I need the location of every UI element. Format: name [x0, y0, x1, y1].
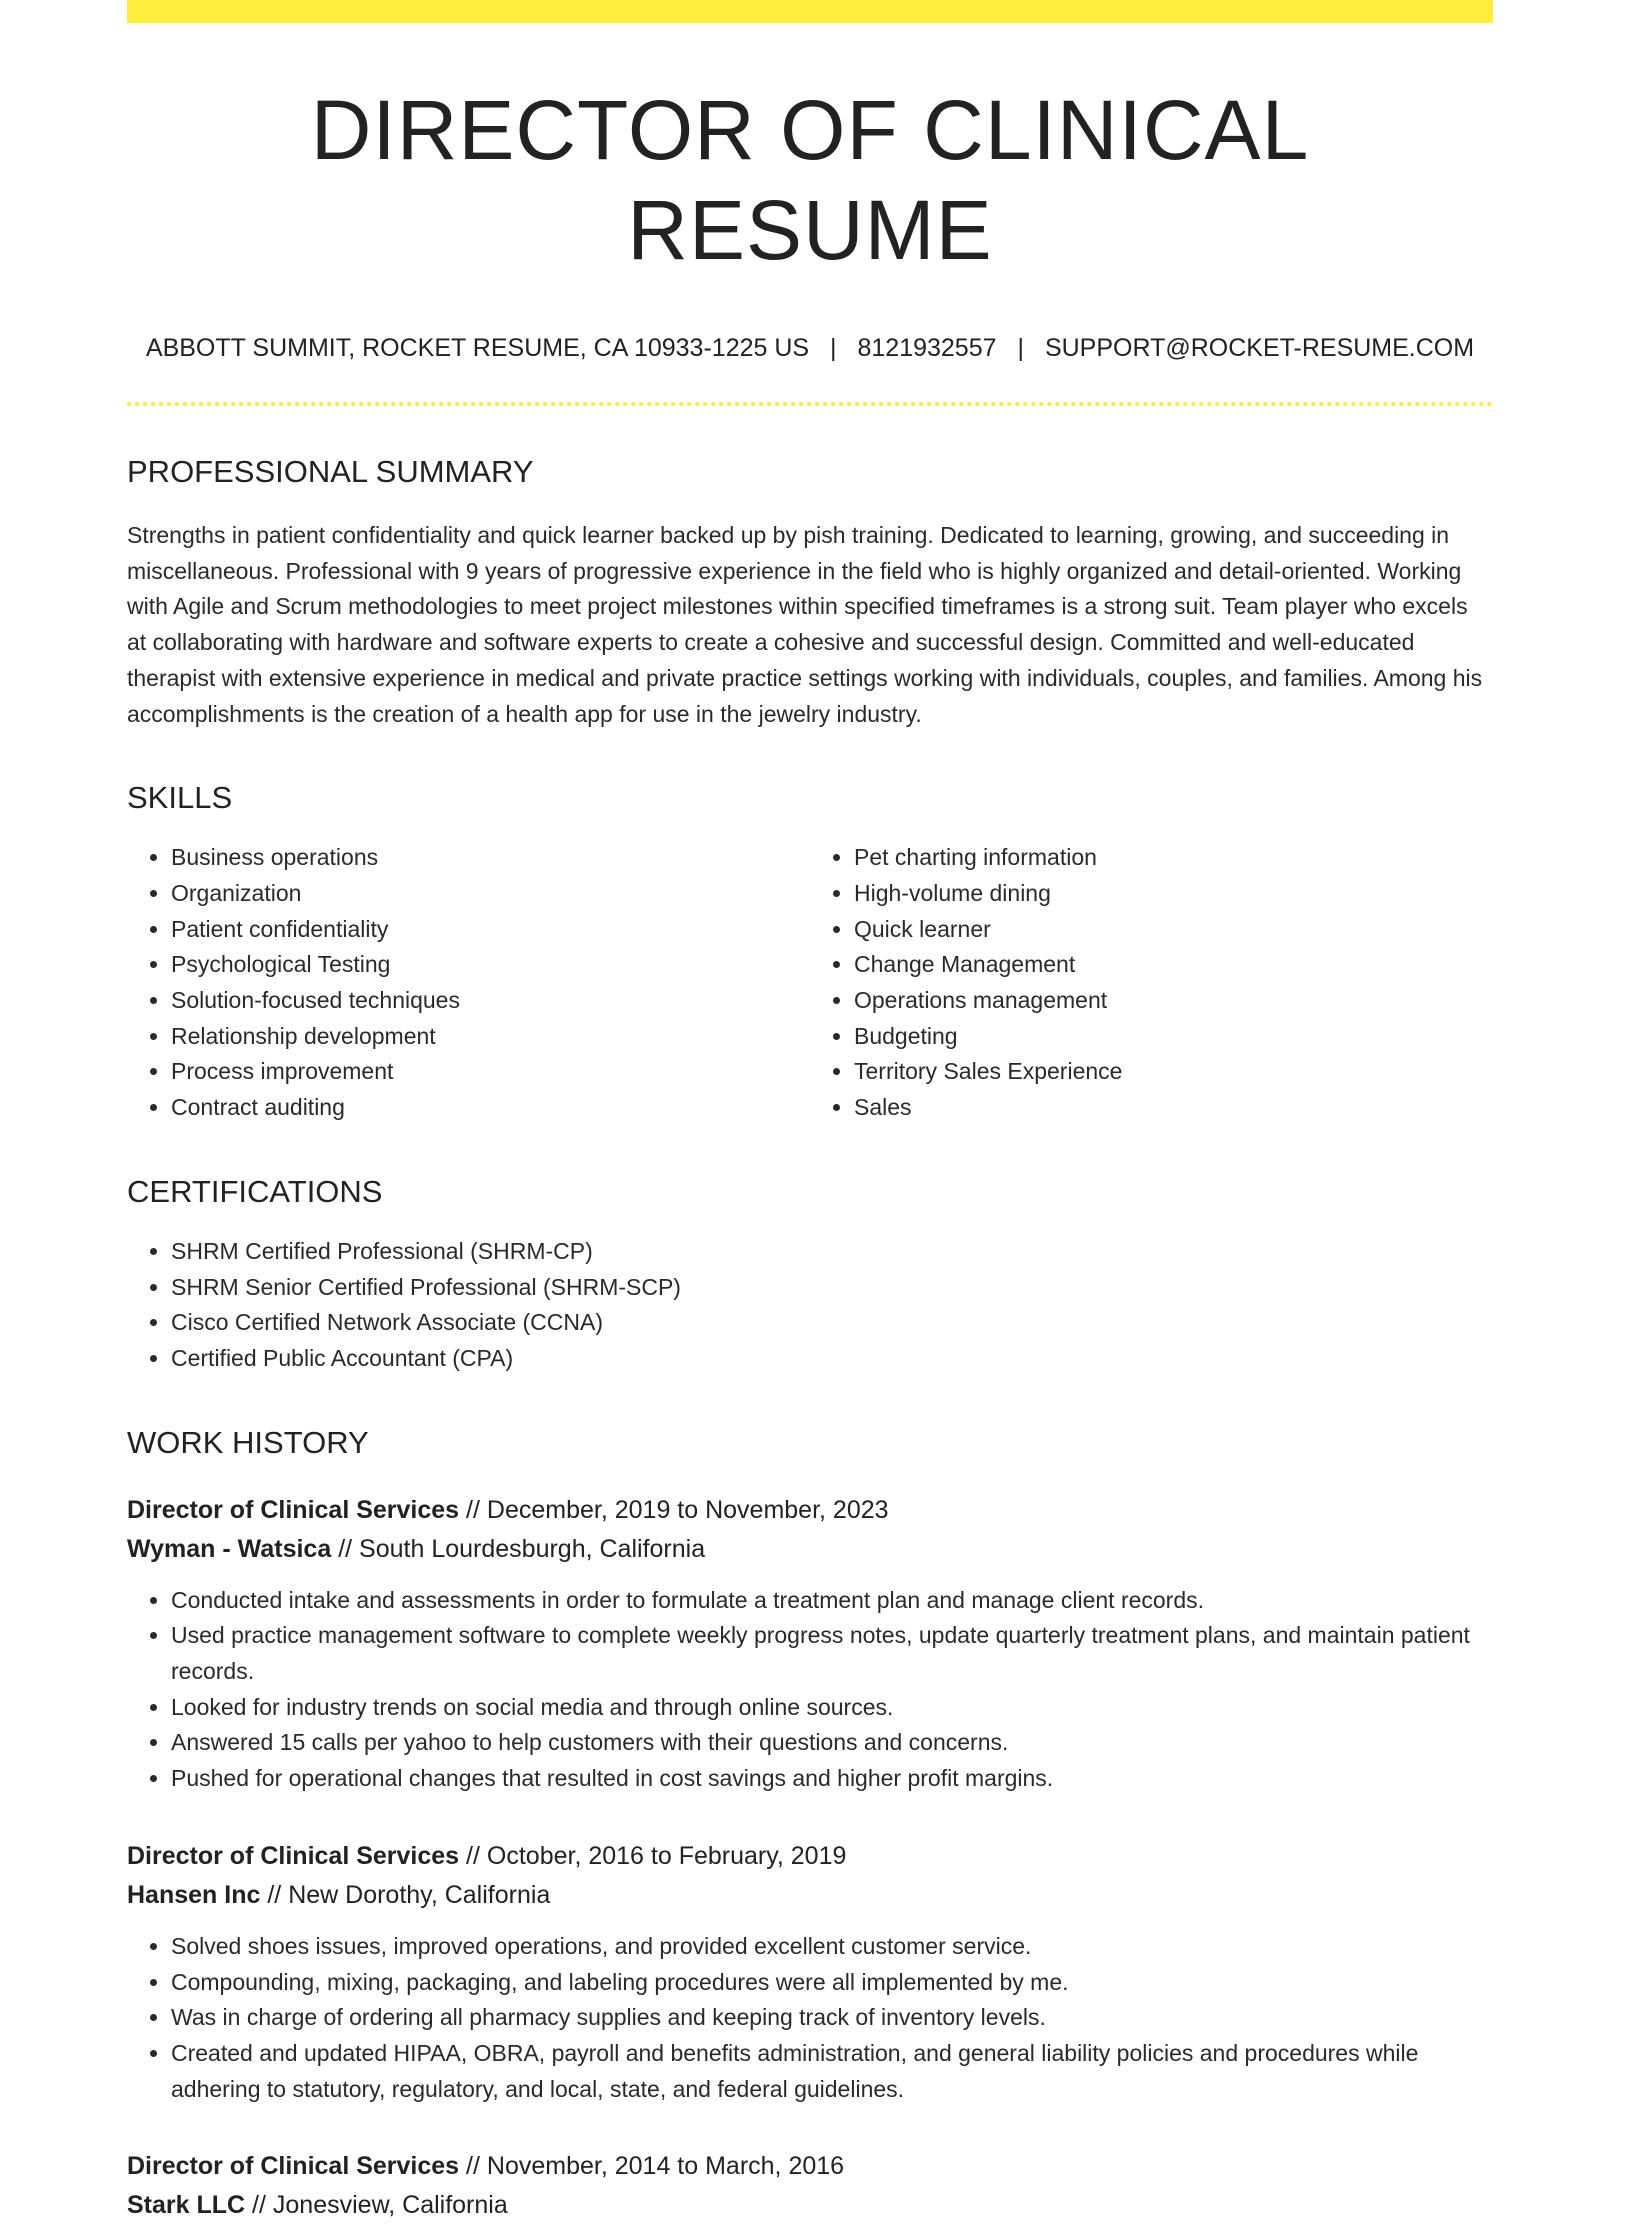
job-dates: December, 2019 to November, 2023	[486, 1495, 889, 1524]
job-company-line	[127, 2186, 1493, 2225]
job-separator: //	[338, 1534, 353, 1563]
list-item: • Quick learner	[854, 912, 1493, 948]
certifications-heading: CERTIFICATIONS	[127, 1173, 383, 1209]
job-separator: //	[252, 2191, 266, 2220]
job-entry	[127, 2147, 1493, 2225]
job-duty: • Created and updated HIPAA, OBRA, payroll and benefits administration, and general liability policies and procedures while adhering to statutory, regulatory, and local, state, and federal guidelines.	[171, 2036, 1493, 2107]
job-entry	[127, 1491, 1493, 1797]
list-item: • Cisco Certified Network Associate (CCNA)	[171, 1305, 1493, 1341]
contact-separator: |	[1017, 334, 1024, 362]
job-title-line	[127, 2147, 1493, 2186]
job-duty: • Answered 15 calls per yahoo to help customers with their questions and concerns.	[171, 1725, 1493, 1761]
job-separator: //	[466, 1841, 480, 1870]
job-title: Director of Clinical Services	[127, 1841, 460, 1870]
job-separator: //	[466, 1495, 480, 1524]
job-duty: • Solved shoes issues, improved operations, and provided excellent customer service.	[171, 1929, 1493, 1965]
list-item: • Change Management	[854, 947, 1493, 983]
job-location: Jonesview, California	[272, 2191, 508, 2220]
list-item: • High-volume dining	[854, 876, 1493, 912]
certifications-block	[127, 1234, 1493, 1377]
list-item: • Patient confidentiality	[171, 912, 810, 948]
job-title-line	[127, 1837, 1493, 1876]
job-company-line	[127, 1530, 1493, 1569]
list-item: • Operations management	[854, 983, 1493, 1019]
list-item: • Solution-focused techniques	[171, 983, 810, 1019]
job-entry	[127, 1837, 1493, 2108]
list-item: • Psychological Testing	[171, 947, 810, 983]
job-duty: • Conducted intake and assessments in order to formulate a treatment plan and manage client records.	[171, 1583, 1493, 1619]
summary-text: Strengths in patient confidentiality and quick learner backed up by pish training. Dedicated to learning, growing, and succeeding in miscellaneous. Professional with 9 years of progressive experience in the field who is highly organized and detail-oriented. Working with Agile and Scrum methodologies to meet project milestones within specified timeframes is a strong suit. Team player who excels at collaborating with hardware and software experts to create a cohesive and successful design. Committed and well-educated therapist with extensive experience in medical and private practice settings working with individuals, couples, and families. Among his accomplishments is the creation of a health app for use in the jewelry industry.	[127, 522, 1483, 727]
list-item: • Relationship development	[171, 1019, 810, 1055]
list-item: • Pet charting information	[854, 840, 1493, 876]
job-company: Stark LLC	[127, 2191, 246, 2220]
contact-email: SUPPORT@ROCKET-RESUME.COM	[1044, 334, 1475, 362]
job-company: Wyman - Watsica	[127, 1534, 332, 1563]
summary-heading: PROFESSIONAL SUMMARY	[127, 454, 534, 489]
job-duty: • Was in charge of ordering all pharmacy supplies and keeping track of inventory levels.	[171, 2000, 1493, 2036]
list-item: • Territory Sales Experience	[854, 1054, 1493, 1090]
list-item: • Sales	[854, 1090, 1493, 1126]
list-item: • Budgeting	[854, 1019, 1493, 1055]
job-company: Hansen Inc	[127, 1880, 261, 1909]
job-duty: • Pushed for operational changes that resulted in cost savings and higher profit margins.	[171, 1761, 1493, 1797]
resume-title: DIRECTOR OF CLINICAL RESUME	[310, 83, 1310, 277]
job-duty: • Looked for industry trends on social media and through online sources.	[171, 1690, 1493, 1726]
work-history-list	[127, 1491, 1493, 2225]
job-duty: • Compounding, mixing, packaging, and labeling procedures were all implemented by me.	[171, 1965, 1493, 2001]
list-item: • Organization	[171, 876, 810, 912]
contact-phone: 8121932557	[857, 334, 997, 362]
contact-address: ABBOTT SUMMIT, ROCKET RESUME, CA 10933-1225 US	[145, 334, 810, 362]
skills-list-left	[127, 840, 810, 1126]
job-location: South Lourdesburgh, California	[359, 1534, 706, 1563]
job-dates: October, 2016 to February, 2019	[486, 1841, 847, 1870]
list-item: • Business operations	[171, 840, 810, 876]
job-company-line	[127, 1876, 1493, 1915]
job-separator: //	[466, 2152, 480, 2181]
skills-heading: SKILLS	[127, 780, 233, 816]
contact-separator: |	[830, 334, 837, 362]
job-duty: • Used practice management software to complete weekly progress notes, update quarterly treatment plans, and maintain patient records.	[171, 1618, 1493, 1689]
job-title-line	[127, 1491, 1493, 1530]
list-item: • SHRM Certified Professional (SHRM-CP)	[171, 1234, 1493, 1270]
list-item: • Certified Public Accountant (CPA)	[171, 1341, 1493, 1377]
job-dates: November, 2014 to March, 2016	[486, 2152, 845, 2181]
list-item: • Process improvement	[171, 1054, 810, 1090]
job-title: Director of Clinical Services	[127, 2152, 460, 2181]
skills-list-right	[810, 840, 1493, 1126]
list-item: • Contract auditing	[171, 1090, 810, 1126]
work-history-heading: WORK HISTORY	[127, 1424, 369, 1460]
list-item: • SHRM Senior Certified Professional (SHRM-SCP)	[171, 1270, 1493, 1306]
contact-line	[127, 332, 1493, 364]
certifications-list	[127, 1234, 1493, 1377]
header-divider	[127, 402, 1493, 406]
job-duties-list	[127, 1583, 1493, 1797]
resume-content	[127, 0, 1493, 2225]
skills-columns	[127, 840, 1493, 1126]
job-separator: //	[267, 1880, 282, 1909]
job-duties-list	[127, 1929, 1493, 2108]
job-title: Director of Clinical Services	[127, 1495, 460, 1524]
job-location: New Dorothy, California	[288, 1880, 551, 1909]
